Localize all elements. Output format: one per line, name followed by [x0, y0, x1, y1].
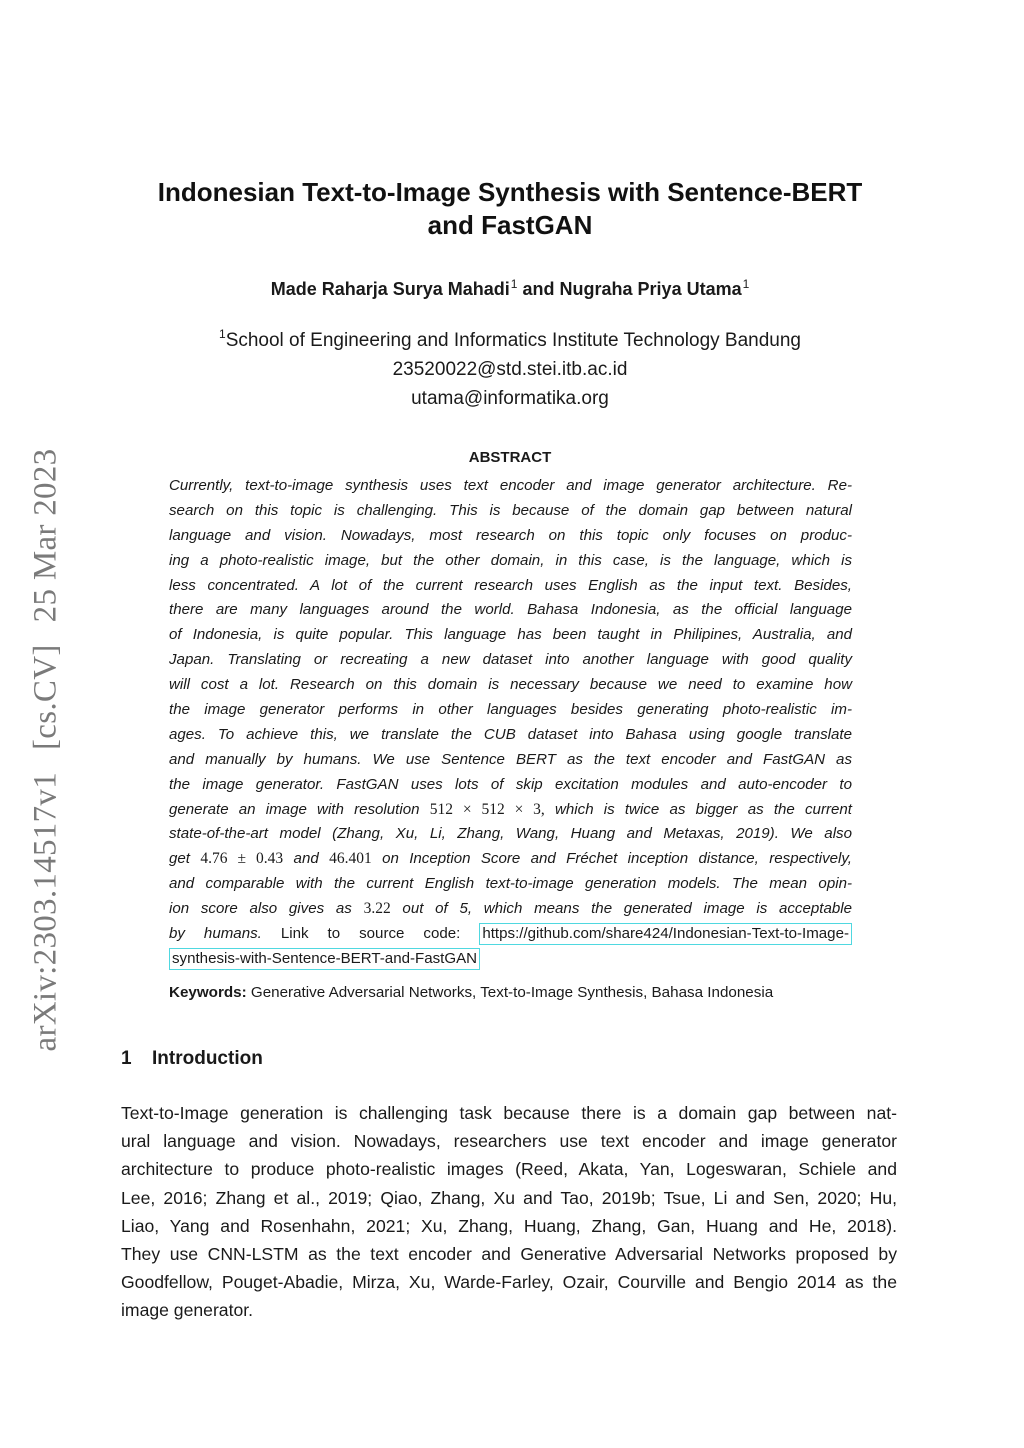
author-1: Made Raharja Surya Mahadi: [270, 279, 510, 299]
affiliation-institution-line: [110, 320, 910, 355]
abstract-text: get: [169, 850, 190, 868]
abstract-heading: ABSTRACT: [468, 449, 552, 466]
source-code-link-continued[interactable]: synthesis-with-Sentence-BERT-and-FastGAN: [169, 948, 480, 970]
keywords-text: Generative Adversarial Networks, Text-to-Image Synthesis, Bahasa Indonesia: [250, 984, 774, 1001]
author-connector: and: [522, 279, 555, 299]
section-number: 1: [121, 1048, 132, 1069]
abstract-text: generate an image with resolution: [169, 800, 420, 818]
paper-title: [110, 176, 910, 242]
abstract-text: on Inception Score and Fréchet inception distance, respectively,: [382, 850, 852, 868]
author-list: [110, 272, 910, 301]
paragraph-line: ural language and vision. Nowadays, researchers use text encoder and image generator: [121, 1131, 897, 1152]
abstract-line-mos: [169, 897, 852, 922]
abstract-line: less concentrated. A lot of the current research uses English as the input text. Besides,: [169, 576, 852, 594]
abstract-line: and comparable with the current English text-to-image generation models. The mean opin-: [169, 875, 852, 893]
source-code-link[interactable]: https://github.com/share424/Indonesian-Text-to-Image-: [479, 923, 852, 945]
section-title: Introduction: [152, 1048, 263, 1069]
abstract-line-resolution: [169, 798, 852, 823]
abstract-text: by humans.: [169, 925, 262, 943]
affiliation-mark: 1: [219, 327, 226, 341]
author-2-affil-mark: 1: [742, 277, 750, 291]
abstract-body: [169, 474, 852, 972]
abstract-line: of Indonesia, is quite popular. This language has been taught in Philipines, Australia, and: [169, 626, 852, 644]
paragraph-line: Liao, Yang and Rosenhahn, 2021; Xu, Zhang, Huang, Zhang, Gan, Huang and He, 2018).: [121, 1215, 897, 1236]
abstract-line: state-of-the-art model (Zhang, Xu, Li, Zhang, Wang, Huang and Metaxas, 2019). We also: [169, 825, 852, 843]
abstract-text: ion score also gives as: [169, 900, 352, 918]
abstract-line: ages. To achieve this, we translate the CUB dataset into Bahasa using google translate: [169, 725, 852, 743]
fid-value: 46.401: [329, 850, 372, 868]
affiliation-institution: School of Engineering and Informatics Institute Technology Bandung: [225, 330, 801, 351]
mean-opinion-score-value: 3.22: [363, 900, 391, 918]
arxiv-id: arXiv:2303.14517v1: [27, 771, 64, 1052]
abstract-line-link: [169, 922, 852, 947]
arxiv-category: [cs.CV]: [27, 644, 64, 750]
abstract-line: ing a photo-realistic image, but the other domain, in this case, is the language, which is: [169, 551, 852, 569]
abstract-line: search on this topic is challenging. This is because of the domain gap between natural: [169, 501, 852, 519]
paragraph-line: Text-to-Image generation is challenging task because there is a domain gap between nat-: [121, 1103, 897, 1123]
author-2: Nugraha Priya Utama: [559, 279, 742, 299]
abstract-line: language and vision. Nowadays, most research on this topic only focuses on produc-: [169, 526, 852, 544]
email-2: utama@informatika.org: [411, 388, 609, 409]
abstract-line: will cost a lot. Research on this domain is necessary because we need to examine how: [169, 676, 852, 694]
abstract-line: the image generator. FastGAN uses lots of skip excitation modules and auto-encoder to: [169, 775, 852, 793]
keywords: [169, 981, 869, 1005]
arxiv-side-stamp: [28, 449, 65, 1052]
title-line-2: and FastGAN: [427, 210, 593, 240]
abstract-line: Currently, text-to-image synthesis uses text encoder and image generator architecture. Re-: [169, 477, 852, 494]
abstract-text: and: [293, 850, 319, 868]
keywords-label: Keywords:: [169, 984, 247, 1001]
paragraph-line: image generator.: [121, 1300, 254, 1321]
author-1-affil-mark: 1: [510, 277, 518, 291]
abstract-line-link-continued: [169, 947, 852, 972]
link-label: Link to source code:: [280, 925, 461, 943]
abstract-line: there are many languages around the world. Bahasa Indonesia, as the official language: [169, 601, 852, 619]
section-heading-introduction: [121, 1048, 263, 1070]
abstract-line: Japan. Translating or recreating a new dataset into another language with good quality: [169, 651, 852, 669]
paragraph-line: Goodfellow, Pouget-Abadie, Mirza, Xu, Warde-Farley, Ozair, Courville and Bengio 2014 as the: [121, 1272, 897, 1293]
abstract-text: which is twice as bigger as the current: [555, 800, 852, 818]
email-1: 23520022@std.stei.itb.ac.id: [392, 359, 628, 380]
arxiv-date: 25 Mar 2023: [27, 448, 64, 623]
inception-score-value: 4.76 ± 0.43: [200, 850, 284, 868]
paragraph-line: Lee, 2016; Zhang et al., 2019; Qiao, Zhang, Xu and Tao, 2019b; Tsue, Li and Sen, 2020; Hu,: [121, 1187, 897, 1208]
resolution-value: 512 × 512 × 3,: [429, 800, 545, 818]
paragraph-line: architecture to produce photo-realistic images (Reed, Akata, Yan, Logeswaran, Schiele and: [121, 1159, 897, 1180]
introduction-paragraph: [121, 1099, 897, 1325]
abstract-text: out of 5, which means the generated image is acceptable: [402, 900, 852, 918]
abstract-line: and manually by humans. We use Sentence BERT as the text encoder and FastGAN as: [169, 750, 852, 768]
affiliation-block: [110, 320, 910, 413]
title-line-1: Indonesian Text-to-Image Synthesis with Sentence-BERT: [157, 177, 863, 207]
paragraph-line: They use CNN-LSTM as the text encoder and Generative Adversarial Networks proposed by: [121, 1243, 897, 1264]
abstract-line: the image generator performs in other languages besides generating photo-realistic im-: [169, 701, 852, 719]
abstract-line-scores: [169, 847, 852, 872]
